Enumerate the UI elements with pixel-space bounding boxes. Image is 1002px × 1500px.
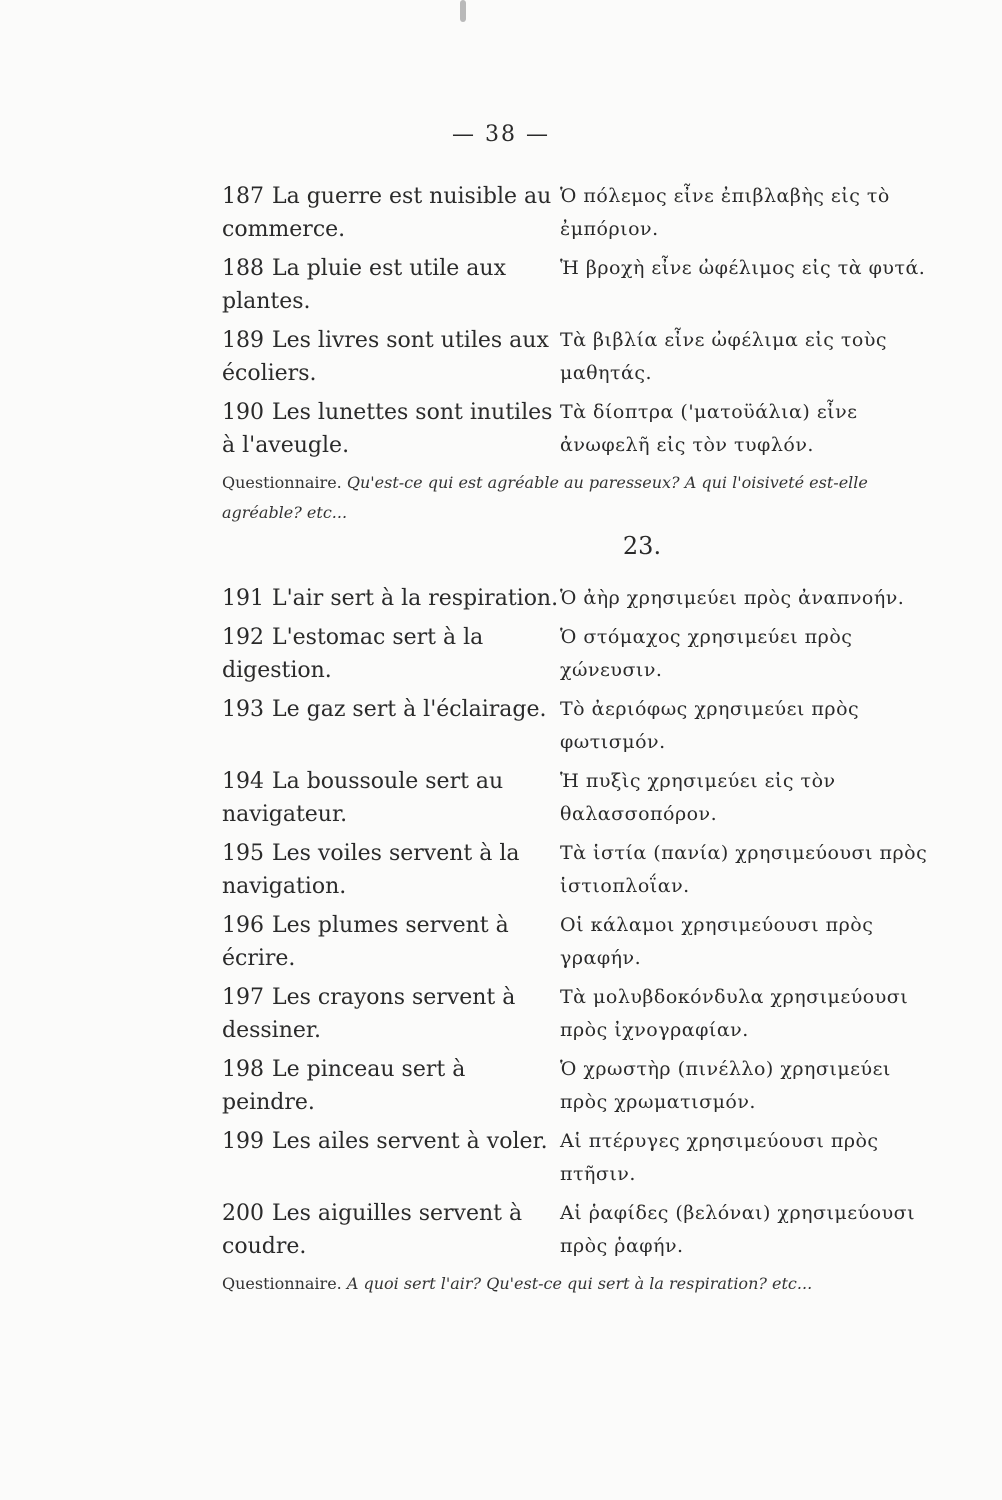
greek-phrase: Ὁ στόμαχος χρησιμεύει πρὸς χώνευσιν. xyxy=(560,626,853,681)
greek-phrase: Τὰ μολυβδοκόνδυλα χρησιμεύουσι πρὸς ἰχνογραφίαν. xyxy=(560,986,909,1041)
phrase-entry xyxy=(222,981,942,1047)
phrase-block-2 xyxy=(222,582,942,1263)
french-phrase xyxy=(222,765,560,831)
entry-number: 193 xyxy=(222,697,264,722)
entry-number: 192 xyxy=(222,625,264,650)
french-phrase xyxy=(222,252,560,318)
french-phrase xyxy=(222,1125,560,1191)
entry-number: 194 xyxy=(222,769,264,794)
greek-phrase: Τὰ βιβλία εἶνε ὠφέλιμα εἰς τοὺς μαθητάς. xyxy=(560,329,888,384)
french-text: La guerre est nuisible au commerce. xyxy=(222,184,552,242)
french-text: Les plumes servent à écrire. xyxy=(222,913,509,971)
french-phrase xyxy=(222,693,560,759)
questionnaire-label: Questionnaire. xyxy=(222,1274,342,1293)
french-text: Les ailes servent à voler. xyxy=(272,1129,548,1154)
greek-phrase: Αἱ πτέρυγες χρησιμεύουσι πρὸς πτῆσιν. xyxy=(560,1130,879,1185)
entry-number: 199 xyxy=(222,1129,264,1154)
french-text: Le gaz sert à l'éclairage. xyxy=(272,697,547,722)
entry-number: 197 xyxy=(222,985,264,1010)
entry-number: 196 xyxy=(222,913,264,938)
greek-phrase: Ὁ ἀὴρ χρησιμεύει πρὸς ἀναπνοήν. xyxy=(560,587,905,609)
french-phrase xyxy=(222,180,560,246)
greek-phrase: Τὰ δίοπτρα ('ματοϋάλια) εἶνε ἀνωφελῆ εἰς τὸν τυφλόν. xyxy=(560,401,858,456)
phrase-entry xyxy=(222,252,942,318)
section-number: 23. xyxy=(622,532,662,560)
phrase-entry xyxy=(222,324,942,390)
entry-number: 189 xyxy=(222,328,264,353)
greek-phrase: Ἡ βροχὴ εἶνε ὠφέλιμος εἰς τὰ φυτά. xyxy=(560,257,926,279)
entry-number: 200 xyxy=(222,1201,264,1226)
phrase-entry xyxy=(222,837,942,903)
french-phrase xyxy=(222,582,560,615)
phrase-block-1 xyxy=(222,180,942,462)
phrase-entry xyxy=(222,693,942,759)
french-text: Le pinceau sert à peindre. xyxy=(222,1057,466,1115)
french-phrase xyxy=(222,324,560,390)
french-text: Les livres sont utiles aux écoliers. xyxy=(222,328,549,386)
french-text: La pluie est utile aux plantes. xyxy=(222,256,506,314)
entry-number: 191 xyxy=(222,586,264,611)
entry-number: 187 xyxy=(222,184,264,209)
french-phrase xyxy=(222,909,560,975)
french-phrase xyxy=(222,837,560,903)
greek-phrase: Οἱ κάλαμοι χρησιμεύουσι πρὸς γραφήν. xyxy=(560,914,874,969)
questionnaire-1 xyxy=(222,468,942,528)
french-text: L'air sert à la respiration. xyxy=(272,586,559,611)
page-number: — 38 — xyxy=(452,122,550,147)
phrase-entry xyxy=(222,765,942,831)
phrase-entry xyxy=(222,396,942,462)
greek-phrase: Ὁ πόλεμος εἶνε ἐπιβλαβὴς εἰς τὸ ἐμπόριον. xyxy=(560,185,890,240)
phrase-entry xyxy=(222,582,942,615)
entry-number: 188 xyxy=(222,256,264,281)
french-text: Les lunettes sont inutiles à l'aveugle. xyxy=(222,400,553,458)
french-text: La boussoule sert au navigateur. xyxy=(222,769,504,827)
phrase-entry xyxy=(222,621,942,687)
french-text: Les voiles servent à la navigation. xyxy=(222,841,520,899)
questionnaire-2 xyxy=(222,1269,942,1299)
phrase-list xyxy=(222,180,942,1303)
french-text: L'estomac sert à la digestion. xyxy=(222,625,484,683)
greek-phrase: Ὁ χρωστὴρ (πινέλλο) χρησιμεύει πρὸς χρωματισμόν. xyxy=(560,1058,891,1113)
phrase-entry xyxy=(222,909,942,975)
greek-phrase: Αἱ ῥαφίδες (βελόναι) χρησιμεύουσι πρὸς ῥαφήν. xyxy=(560,1202,916,1257)
french-phrase xyxy=(222,621,560,687)
phrase-entry xyxy=(222,180,942,246)
french-phrase xyxy=(222,396,560,462)
phrase-entry xyxy=(222,1125,942,1191)
greek-phrase: Ἡ πυξὶς χρησιμεύει εἰς τὸν θαλασσοπόρον. xyxy=(560,770,836,825)
french-text: Les crayons servent à dessiner. xyxy=(222,985,516,1043)
entry-number: 198 xyxy=(222,1057,264,1082)
french-phrase xyxy=(222,1053,560,1119)
entry-number: 195 xyxy=(222,841,264,866)
questionnaire-label: Questionnaire. xyxy=(222,473,342,492)
entry-number: 190 xyxy=(222,400,264,425)
scan-mark xyxy=(460,0,466,22)
french-phrase xyxy=(222,981,560,1047)
french-phrase xyxy=(222,1197,560,1263)
questionnaire-text: Qu'est-ce qui est agréable au paresseux? A qui l'oisiveté est-elle agréable? etc... xyxy=(222,473,868,522)
french-text: Les aiguilles servent à coudre. xyxy=(222,1201,523,1259)
greek-phrase: Τὰ ἱστία (πανία) χρησιμεύουσι πρὸς ἱστιοπλοΐαν. xyxy=(560,842,928,897)
questionnaire-text: A quoi sert l'air? Qu'est-ce qui sert à la respiration? etc... xyxy=(346,1274,813,1293)
greek-phrase: Τὸ ἀεριόφως χρησιμεύει πρὸς φωτισμόν. xyxy=(560,698,860,753)
phrase-entry xyxy=(222,1053,942,1119)
phrase-entry xyxy=(222,1197,942,1263)
